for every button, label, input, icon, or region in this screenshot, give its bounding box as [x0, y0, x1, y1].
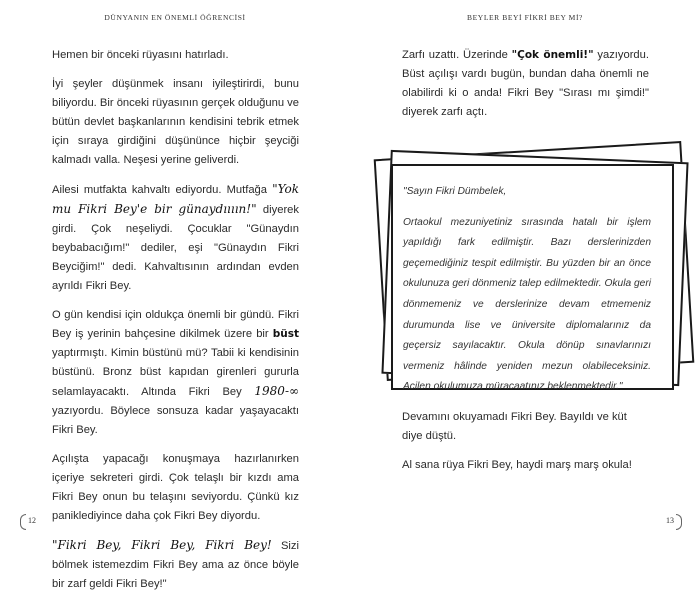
- letter-body: Ortaokul mezuniyetiniz sırasında hatalı bir işlem yapıldığı fark edilmiştir. Bazı derslerinizden geçemediğiniz tespit edilmiştir. Bu yüzden bir an önce okulunuza geri dönmeniz talep edilmektedir. Okula geri dönmemeniz ve derslerinize devam etmemeniz durumunda lise ve üniversite diplomalarınız da geçersiz sayılacaktır. Okula dönüp sınavlarınızı vermeniz hâlinde yeniden mezun olabileceksiniz. Acilen okulumuza müracaatınız beklenmektedir.": [403, 216, 651, 393]
- handwritten-dates: 1980-∞: [254, 384, 299, 398]
- paragraph: [52, 306, 299, 440]
- letter-salutation: "Sayın Fikri Dümbelek,: [403, 186, 507, 197]
- text-run: Ailesi mutfakta kahvaltı ediyordu. Mutfağa: [52, 184, 273, 196]
- letter-text: [403, 182, 651, 408]
- handwritten-quote: "Yok mu Fikri Bey'e bir günaydıııın!": [52, 182, 299, 216]
- body-text: [402, 46, 649, 132]
- paragraph: Hemen bir önceki rüyasını hatırladı.: [52, 49, 229, 61]
- paragraph: İyi şeyler düşünmek insanı iyileştirirdi, bunu biliyordu. Bir önceki rüyasının gerçek olduğunu ve bütün devlet başkanlarının kendisini tebrik etmek için sıraya girdiğini düşününce hiçbir şeyciği kalmadı valla. Neşesi yerine geliverdi.: [52, 78, 299, 166]
- page-number: 12: [22, 514, 42, 528]
- handwritten-quote: "Fikri Bey, Fikri Bey, Fikri Bey!: [52, 538, 272, 552]
- paragraph: Al sana rüya Fikri Bey, haydi marş marş okula!: [402, 459, 632, 471]
- paragraph: [52, 180, 299, 296]
- paragraph: [52, 536, 299, 594]
- text-run: Sizi bölmek istemezdim Fikri Bey ama az önce böyle bir zarf geldi Fikri Bey!": [52, 540, 299, 590]
- envelope-label: "Çok önemli!": [511, 49, 594, 61]
- left-page: [0, 0, 350, 590]
- text-run: O gün kendisi için oldukça önemli bir gündü. Fikri Bey iş yerinin bahçesine dikilmek üzere bir: [52, 309, 299, 340]
- body-text-bottom: [402, 408, 649, 485]
- paragraph: Açılışta yapacağı konuşmaya hazırlanırken içeriye sekreteri girdi. Çok telaşlı bir kızdı ama Fikri Bey onun bu telaşını seviyordu. Çünkü kız paniklediyince daha çok Fikri Bey diyordu.: [52, 453, 299, 522]
- page-number: 13: [660, 514, 680, 528]
- running-head: BEYLER BEYİ FİKRİ BEY Mİ?: [467, 13, 583, 22]
- running-head: DÜNYANIN EN ÖNEMLİ ÖĞRENCİSİ: [104, 13, 246, 22]
- body-text: [52, 46, 299, 604]
- text-run: yaptırmıştı. Kimin büstünü mü? Tabii ki kendisinin büstünü. Bronz büst kapıdan girenleri gururla selamlayacaktı. Altında Fikri Bey: [52, 347, 299, 398]
- text-run: diyerek girdi. Çok neşeliydi. Çocuklar "Günaydın beybabacığım!" dediler, eşi "Günaydın Fikri Beyciğim!" dedi. Kahvaltısının ardından evden ayrıldı Fikri Bey.: [52, 204, 299, 292]
- paragraph: Devamını okuyamadı Fikri Bey. Bayıldı ve küt diye düştü.: [402, 411, 627, 442]
- text-run: Zarfı uzattı. Üzerinde: [402, 49, 512, 61]
- emphasis-word: büst: [272, 328, 299, 340]
- text-run: yazıyordu. Büst açılışı vardı bugün, bundan daha önemli ne olabilirdi ki o anda! Fikri Bey "Sırası mı şimdi!" diyerek zarfı açtı.: [402, 49, 649, 118]
- right-page: [350, 0, 700, 544]
- text-run: yazıyordu. Böylece sonsuza kadar yaşayacaktı Fikri Bey.: [52, 405, 299, 436]
- paragraph: [402, 46, 649, 122]
